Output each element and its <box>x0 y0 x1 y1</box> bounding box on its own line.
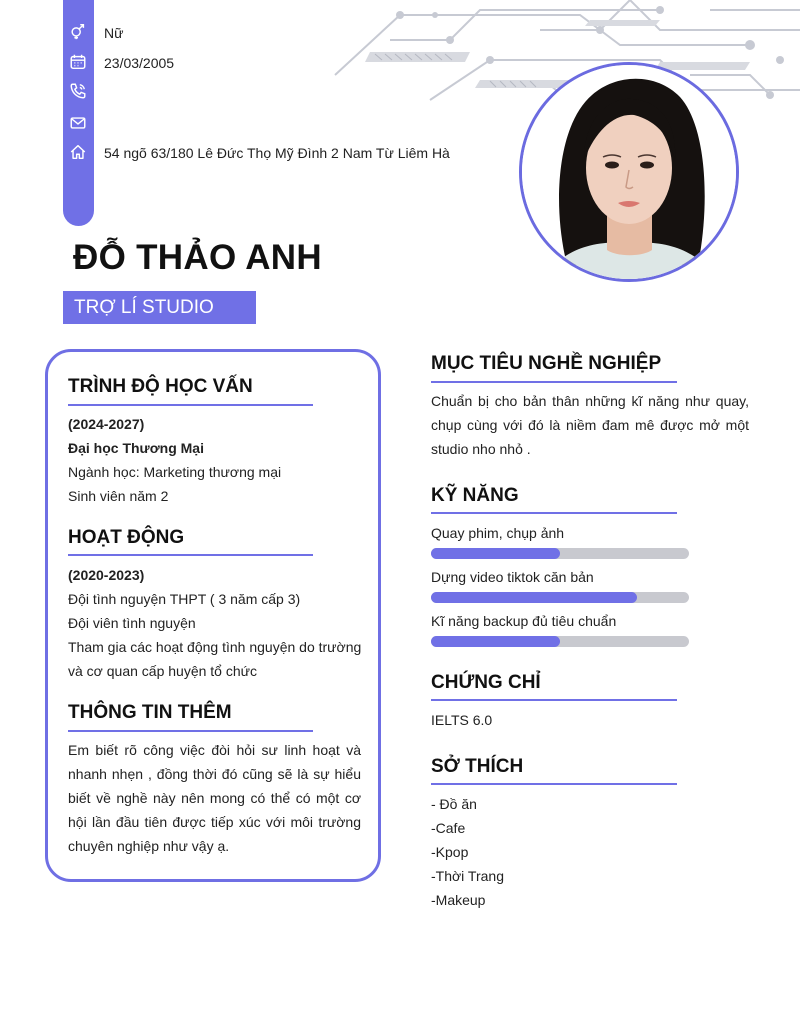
home-icon <box>69 143 87 161</box>
skill-bar-track <box>431 548 689 559</box>
address-text: 54 ngõ 63/180 Lê Đức Thọ Mỹ Đình 2 Nam Từ Liêm Hà <box>104 145 450 161</box>
activity-item: và cơ quan cấp huyện tổ chức <box>68 663 257 679</box>
hobbies-title: SỞ THÍCH <box>431 756 524 777</box>
full-name: ĐỖ THẢO ANH <box>73 238 322 277</box>
birthdate-text: 23/03/2005 <box>104 55 175 71</box>
certificate-item: IELTS 6.0 <box>431 712 493 728</box>
skill-bar-fill <box>431 636 560 647</box>
hobby-item: -Kpop <box>431 844 469 860</box>
education-year: Sinh viên năm 2 <box>68 488 169 504</box>
education-title: TRÌNH ĐỘ HỌC VẤN <box>68 376 253 397</box>
portrait-image <box>522 65 736 279</box>
profile-photo <box>519 62 739 282</box>
skill-bar-track <box>431 636 689 647</box>
skill-label: Kĩ năng backup đủ tiêu chuẩn <box>431 613 617 629</box>
skill-label: Dựng video tiktok căn bản <box>431 569 594 585</box>
hobby-item: -Thời Trang <box>431 868 504 884</box>
education-major: Ngành học: Marketing thương mại <box>68 464 282 480</box>
section-divider <box>431 699 677 701</box>
gender-text: Nữ <box>104 25 124 41</box>
calendar-icon <box>69 53 87 71</box>
gender-icon <box>69 22 87 40</box>
skills-title: KỸ NĂNG <box>431 485 519 506</box>
skill-bar-fill <box>431 592 637 603</box>
section-divider <box>431 512 677 514</box>
certificates-title: CHỨNG CHỈ <box>431 672 541 693</box>
education-period: (2024-2027) <box>68 416 145 432</box>
section-divider <box>68 554 313 556</box>
extra-info-title: THÔNG TIN THÊM <box>68 702 232 723</box>
section-divider <box>68 730 313 732</box>
phone-icon <box>69 82 87 100</box>
extra-info-text: Em biết rõ công việc đòi hỏi sư linh hoạt và nhanh nhẹn , đồng thời đó cũng sẽ là sự hiểu biết về nghề này nên mong có thể có một cơ hội lần đầu tiên được tiếp xúc với môi trường chuyên nghiệp như vậy ạ. <box>68 742 361 854</box>
objective-text: Chuẩn bị cho bản thân những kĩ năng như quay, chụp cùng với đó là niềm đam mê được mở một studio nho nhỏ . <box>431 393 749 457</box>
activities-title: HOẠT ĐỘNG <box>68 527 185 548</box>
mail-icon <box>69 114 87 132</box>
activity-item: Đội viên tình nguyện <box>68 615 196 631</box>
skill-bar-track <box>431 592 689 603</box>
hobby-item: -Cafe <box>431 820 466 836</box>
objective-title: MỤC TIÊU NGHỀ NGHIỆP <box>431 353 662 374</box>
section-divider <box>431 783 677 785</box>
section-divider <box>431 381 677 383</box>
activity-item: Tham gia các hoạt động tình nguyện do trường <box>68 639 362 655</box>
skill-bar-fill <box>431 548 560 559</box>
hobby-item: - Đồ ăn <box>431 796 477 812</box>
education-school: Đại học Thương Mại <box>68 440 204 456</box>
activity-item: Đội tình nguyện THPT ( 3 năm cấp 3) <box>68 591 301 607</box>
activities-period: (2020-2023) <box>68 567 145 583</box>
role-title: TRỢ LÍ STUDIO <box>74 297 214 318</box>
skill-label: Quay phim, chụp ảnh <box>431 525 565 541</box>
hobby-item: -Makeup <box>431 892 486 908</box>
section-divider <box>68 404 313 406</box>
